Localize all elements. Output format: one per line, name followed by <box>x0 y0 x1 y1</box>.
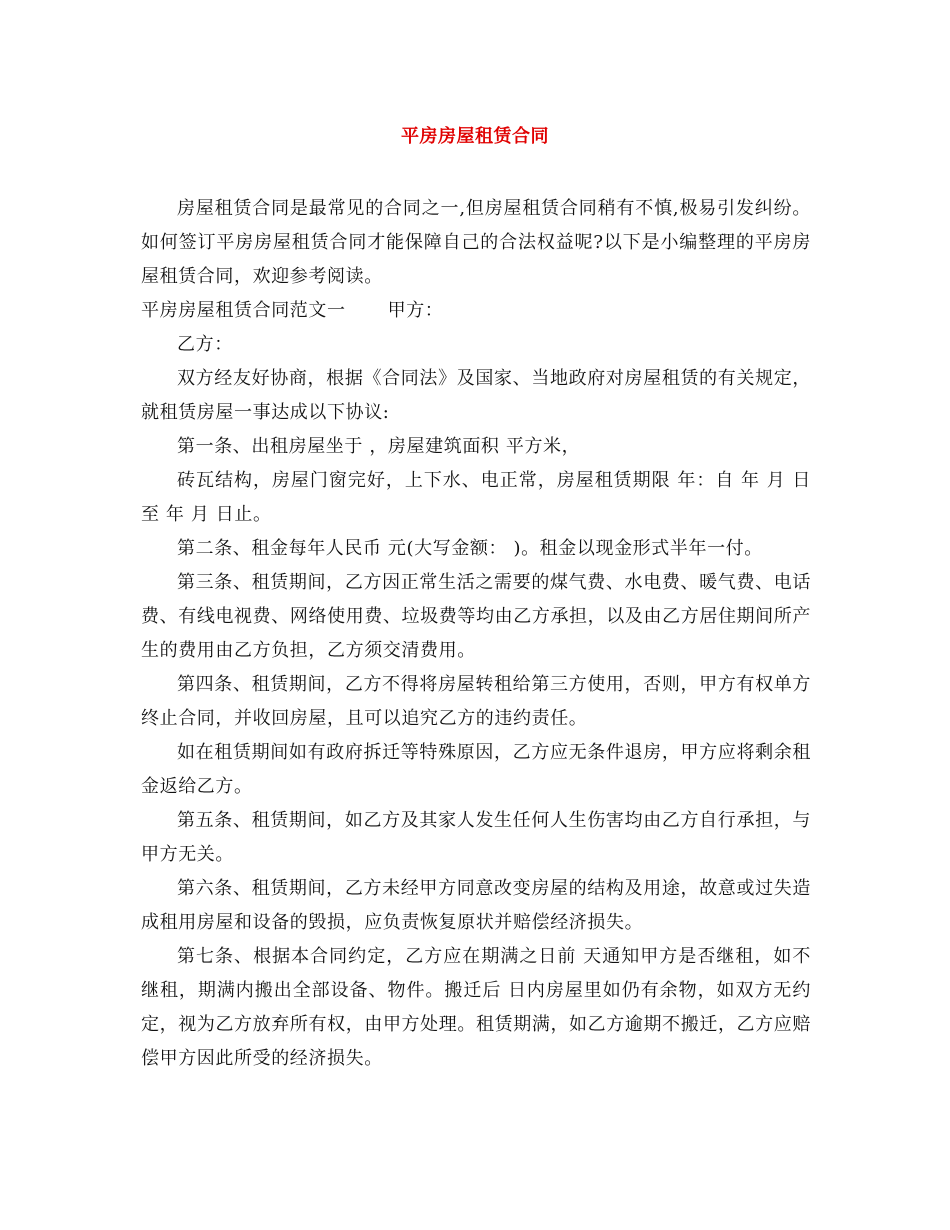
article-4-extra: 如在租赁期间如有政府拆迁等特殊原因，乙方应无条件退房，甲方应将剩余租金返给乙方。 <box>141 742 811 797</box>
party-b-label: 乙方： <box>177 334 233 355</box>
article-3: 第三条、租赁期间，乙方因正常生活之需要的煤气费、水电费、暖气费、电话费、有线电视费、网络使用费、垃圾费等均由乙方承担，以及由乙方居住期间所产生的费用由乙方负担，乙方须交清费用。 <box>141 572 811 661</box>
sample-heading-line <box>141 294 811 328</box>
sample-heading: 平房房屋租赁合同范文一 <box>141 300 346 321</box>
article-7: 第七条、根据本合同约定，乙方应在期满之日前 天通知甲方是否继租，如不继租，期满内搬出全部设备、物件。搬迁后 日内房屋里如仍有余物，如双方无约定，视为乙方放弃所有权，由甲方处理。租赁期满，如乙方逾期不搬迁，乙方应赔偿甲方因此所受的经济损失。 <box>141 946 811 1069</box>
article-6: 第六条、租赁期间，乙方未经甲方同意改变房屋的结构及用途，故意或过失造成租用房屋和设备的毁损，应负责恢复原状并赔偿经济损失。 <box>141 878 811 933</box>
article-4: 第四条、租赁期间，乙方不得将房屋转租给第三方使用，否则，甲方有权单方终止合同，并收回房屋，且可以追究乙方的违约责任。 <box>141 674 811 729</box>
party-a-label: 甲方： <box>387 300 444 321</box>
article-1-line-1: 第一条、出租房屋坐于 ，房屋建筑面积 平方米， <box>177 436 581 457</box>
document-title: 平房房屋租赁合同 <box>401 126 549 147</box>
intro-paragraph: 房屋租赁合同是最常见的合同之一,但房屋租赁合同稍有不慎,极易引发纠纷。如何签订平房房屋租赁合同才能保障自己的合法权益呢?以下是小编整理的平房房屋租赁合同，欢迎参考阅读。 <box>141 198 811 287</box>
document-body <box>141 192 811 1076</box>
preamble-paragraph: 双方经友好协商，根据《合同法》及国家、当地政府对房屋租赁的有关规定，就租赁房屋一事达成以下协议: <box>141 368 811 423</box>
article-5: 第五条、租赁期间，如乙方及其家人发生任何人生伤害均由乙方自行承担，与甲方无关。 <box>141 810 811 865</box>
article-2: 第二条、租金每年人民币 元(大写金额： )。租金以现金形式半年一付。 <box>177 538 763 559</box>
article-1-line-2: 砖瓦结构，房屋门窗完好，上下水、电正常，房屋租赁期限 年：自 年 月 日至 年 月 日止。 <box>141 470 811 525</box>
